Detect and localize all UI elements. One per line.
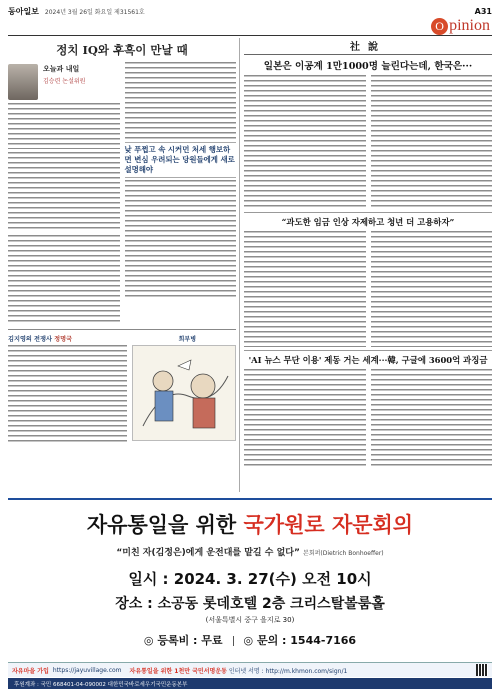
author-photo — [8, 64, 38, 100]
ad-place — [8, 593, 492, 625]
body-text-block — [371, 369, 493, 469]
editorial-column — [244, 38, 492, 494]
ad-contact: ◎ 문의 : 1544-7166 — [243, 634, 357, 647]
ad-place-note: (서울특별시 중구 을지로 30) — [205, 616, 295, 624]
column-title: 정치 IQ와 후흑이 만날 때 — [56, 43, 188, 57]
ad-bar-mid — [130, 666, 348, 675]
dateline: 2024년 3월 26일 화요일 제31561호 — [44, 8, 145, 16]
editorial-tag — [244, 38, 492, 55]
section-name: pinion — [449, 17, 490, 34]
ad-title-highlight: 국가원로 자문회의 — [243, 513, 414, 537]
ad-bar-campaign: 자유통일을 위한 1천만 국민서명운동 — [129, 667, 227, 675]
bottom-column-series: 김지영의 전쟁사 — [8, 336, 52, 343]
bottom-column-label — [8, 334, 72, 343]
body-text-block — [8, 235, 120, 325]
ad-bar-label: 자유마을 가입 — [12, 667, 49, 675]
body-text-block — [8, 345, 127, 445]
section-divider — [8, 329, 236, 330]
editorial-lead-title: 일본은 이공계 1만1000명 늘린다는데, 한국은··· — [263, 61, 473, 72]
advertisement — [8, 498, 492, 662]
column-body — [8, 62, 236, 325]
body-text-block — [244, 231, 366, 347]
ad-quote-author: 본회퍼(Dietrich Bonhoeffer) — [303, 550, 384, 557]
editorial-second-body — [244, 231, 492, 351]
ad-quote-text: “미친 자(김정은)에게 운전대를 맡길 수 없다” — [116, 548, 300, 558]
editorial-cartoon — [132, 345, 236, 441]
bottom-column-body — [8, 345, 236, 445]
column-author: 김승련 논설위원 — [43, 78, 86, 85]
ad-registration — [8, 632, 492, 648]
header-rule — [8, 35, 492, 36]
column-series: 오늘과 내일 — [43, 65, 80, 73]
bottom-column-header — [8, 334, 236, 343]
opinion-o-icon: O — [431, 18, 448, 35]
masthead-bar — [8, 4, 492, 18]
ad-fee: ◎ 등록비 : 무료 — [143, 634, 223, 647]
ad-info-bar — [8, 662, 492, 677]
editorial-third-body — [244, 369, 492, 469]
body-text-block — [125, 180, 237, 298]
ad-separator — [233, 636, 234, 646]
cartoon-illustration — [133, 346, 236, 441]
body-text-block — [244, 369, 366, 469]
body-text-block — [8, 103, 120, 149]
editorial-third-title: 'AI 뉴스 무단 이용' 제동 거는 세계···韓, 구글에 3600억 과징금 — [248, 355, 488, 365]
ad-footer: 후원계좌 : 국민 668401-04-090002 대한민국바로세우기국민운동본부 — [8, 678, 492, 689]
ad-bar-sign-url[interactable]: 인터넷 서명 : http://m.khmon.com/sign/1 — [228, 667, 348, 675]
bottom-column-right-label: 희부병 — [178, 336, 196, 343]
ad-title-part: 자유통일을 위한 — [86, 513, 244, 537]
column-divider — [239, 38, 240, 492]
editorial-lead-body — [244, 75, 492, 213]
section-logo — [431, 17, 490, 35]
qr-code-icon — [476, 664, 488, 676]
paper-name: 동아일보 — [8, 5, 39, 16]
ad-date: 일시 : 2024. 3. 27(수) 오전 10시 — [128, 570, 372, 588]
author-box — [8, 64, 120, 100]
body-text-block — [244, 75, 366, 209]
page-number: A31 — [474, 6, 492, 16]
body-text-block — [125, 62, 237, 140]
bottom-column-author: 정명국 — [54, 336, 73, 343]
ad-place-text: 장소 : 소공동 롯데호텔 2층 크리스탈볼룸홀 — [115, 596, 385, 612]
body-text-block — [371, 75, 493, 209]
editorial-tag-text: 社說 — [350, 42, 386, 53]
body-text-block — [8, 152, 120, 232]
editorial-second-title: “과도한 임금 인상 자제하고 청년 더 고용하자” — [281, 217, 455, 227]
ad-title — [8, 509, 492, 539]
ad-quote — [8, 545, 492, 558]
ad-bar-url[interactable]: https://jayuvillage.com — [52, 666, 122, 674]
body-text-block — [371, 231, 493, 347]
cartoon-area — [132, 345, 236, 445]
column-left — [8, 38, 236, 494]
pull-quote: 낮 푸쩝고 속 시커먼 처세 행보하면 변심 우려되는 당원들에게 새로 설명해야 — [125, 142, 237, 178]
